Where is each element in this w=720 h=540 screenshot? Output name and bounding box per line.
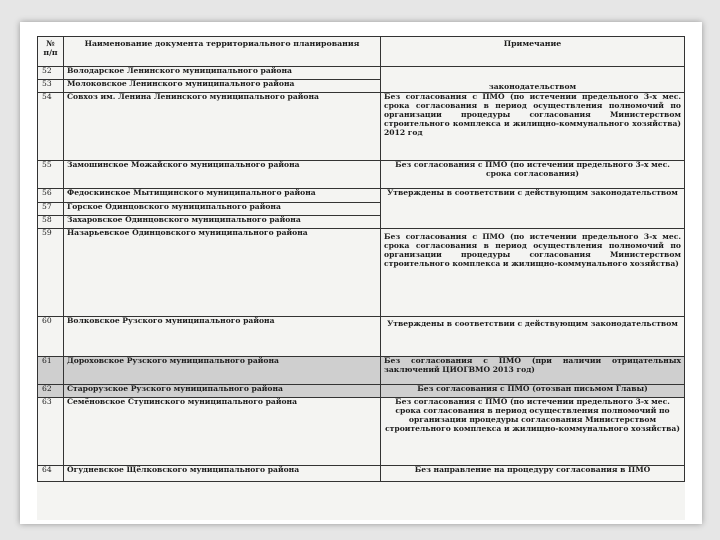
territorial-planning-table	[37, 36, 685, 482]
table-row	[38, 161, 685, 189]
row-name: Молоковское Ленинского муниципального района	[64, 80, 381, 93]
row-name: Волковское Рузского муниципального района	[64, 317, 381, 357]
row-num: 52	[38, 67, 64, 80]
row-num: 58	[38, 216, 64, 229]
row-name: Замошинское Можайского муниципального района	[64, 161, 381, 189]
header-name: Наименование документа территориального планирования	[64, 37, 381, 67]
table-header-row	[38, 37, 685, 67]
row-name: Володарское Ленинского муниципального района	[64, 67, 381, 80]
row-num: 60	[38, 317, 64, 357]
row-name: Старорузское Рузского муниципального района	[64, 385, 381, 398]
document-page	[20, 22, 702, 524]
row-num: 64	[38, 466, 64, 482]
row-note: Без направление на процедуру согласования в ПМО	[381, 466, 685, 482]
row-note: законодательством	[381, 67, 685, 93]
row-num: 53	[38, 80, 64, 93]
row-name: Назарьевское Одинцовского муниципального района	[64, 229, 381, 317]
row-name: Совхоз им. Ленина Ленинского муниципального района	[64, 93, 381, 161]
scanned-table-area	[37, 36, 685, 520]
table-row	[38, 93, 685, 161]
table-row	[38, 67, 685, 80]
row-num: 59	[38, 229, 64, 317]
row-num: 56	[38, 189, 64, 203]
table-row-shaded	[38, 385, 685, 398]
table-row-shaded	[38, 357, 685, 385]
row-name: Дороховское Рузского муниципального района	[64, 357, 381, 385]
row-note: Без согласования с ПМО (отозван письмом Главы)	[381, 385, 685, 398]
row-note: Без согласования с ПМО (по истечении предельного 3-х мес. срока согласования в период осуществления полномочий по организации процедуры согласования Министерством строительного комплекса и жилищно-коммунального хозяйства) 2012 год	[381, 93, 685, 161]
row-name: Горское Одинцовского муниципального района	[64, 203, 381, 216]
row-num: 62	[38, 385, 64, 398]
row-note: Утверждены в соответствии с действующим законодательством	[381, 317, 685, 357]
row-num: 61	[38, 357, 64, 385]
row-num: 63	[38, 398, 64, 466]
row-note: Без согласования с ПМО (по истечении предельного 3-х мес. срока согласования в период осуществления полномочий по организации процедуры согласования Министерством строительного комплекса и жилищно-коммунального хозяйства)	[381, 398, 685, 466]
row-name: Федоскинское Мытищинского муниципального района	[64, 189, 381, 203]
row-num: 54	[38, 93, 64, 161]
row-name: Захаровское Одинцовского муниципального района	[64, 216, 381, 229]
table-row	[38, 398, 685, 466]
table-row	[38, 229, 685, 317]
row-note: Без согласования с ПМО (по истечении предельного 3-х мес. срока согласования в период осуществления полномочий по организации процедуры согласования Министерством строительного комплекса и жилищно-коммунального хозяйства)	[381, 229, 685, 317]
row-num: 57	[38, 203, 64, 216]
row-note: Без согласования с ПМО (при наличии отрицательных заключений ЦИОГВМО 2013 год)	[381, 357, 685, 385]
header-num: № п/п	[38, 37, 64, 67]
row-name: Огудневское Щёлковского муниципального района	[64, 466, 381, 482]
row-num: 55	[38, 161, 64, 189]
header-note: Примечание	[381, 37, 685, 67]
table-row	[38, 317, 685, 357]
table-row	[38, 189, 685, 203]
row-note: Утверждены в соответствии с действующим законодательством	[381, 189, 685, 229]
row-note: Без согласования с ПМО (по истечении предельного 3-х мес. срока согласования)	[381, 161, 685, 189]
row-name: Семёновское Ступинского муниципального района	[64, 398, 381, 466]
table-row	[38, 466, 685, 482]
